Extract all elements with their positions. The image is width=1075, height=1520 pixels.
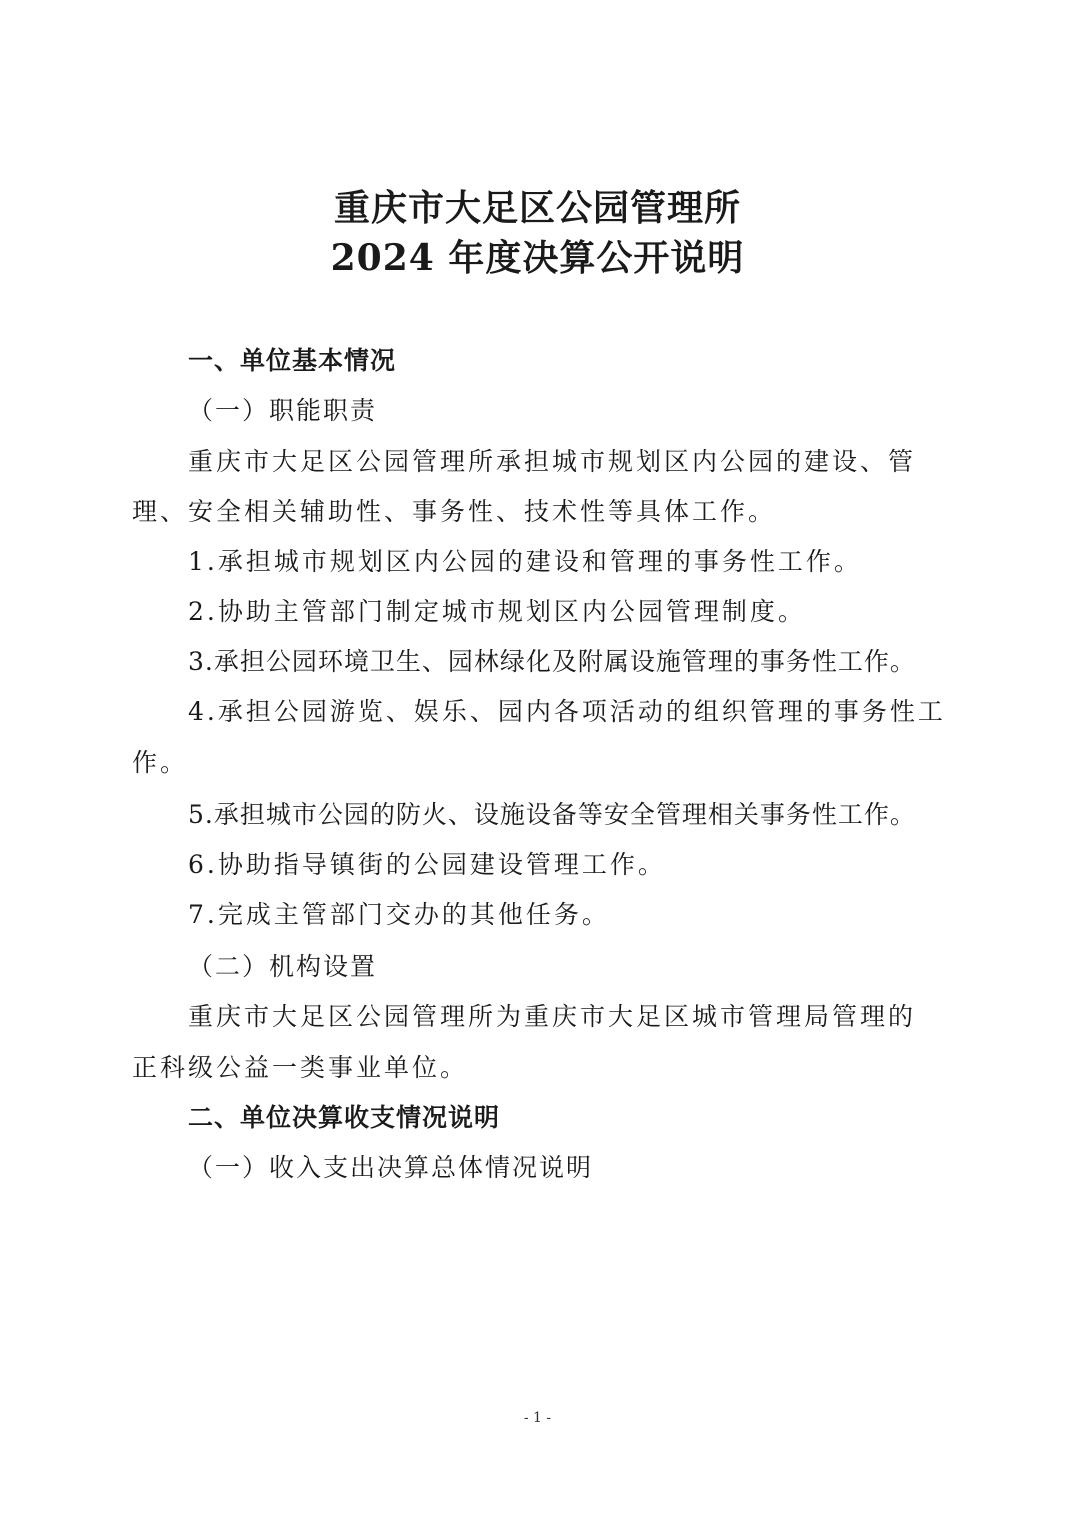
duty-item-6: 6.协助指导镇街的公园建设管理工作。 xyxy=(188,850,666,879)
section2-sub1-heading: （一）收入支出决算总体情况说明 xyxy=(188,1153,594,1182)
section1-sub1-paragraph-line1: 重庆市大足区公园管理所承担城市规划区内公园的建设、管 xyxy=(188,447,917,476)
duty-item-7: 7.完成主管部门交办的其他任务。 xyxy=(188,900,610,929)
section1-sub2-heading: （二）机构设置 xyxy=(188,952,378,981)
section1-sub2-paragraph-line1: 重庆市大足区公园管理所为重庆市大足区城市管理局管理的 xyxy=(188,1002,917,1031)
duty-item-3: 3.承担公园环境卫生、园林绿化及附属设施管理的事务性工作。 xyxy=(188,647,916,676)
section1-heading: 一、单位基本情况 xyxy=(188,346,397,375)
section1-sub1-paragraph-line2: 理、安全相关辅助性、事务性、技术性等具体工作。 xyxy=(132,497,777,526)
section1-sub1-heading: （一）职能职责 xyxy=(188,396,378,425)
section1-sub2-paragraph-line2: 正科级公益一类事业单位。 xyxy=(132,1053,469,1082)
duty-item-4-continuation: 作。 xyxy=(132,748,189,777)
page-number: - 1 - xyxy=(523,1410,552,1426)
duty-item-5: 5.承担城市公园的防火、设施设备等安全管理相关事务性工作。 xyxy=(188,800,916,829)
document-title-line1: 重庆市大足区公园管理所 xyxy=(333,187,741,229)
duty-item-1: 1.承担城市规划区内公园的建设和管理的事务性工作。 xyxy=(188,547,862,576)
document-title-line2: 2024 年度决算公开说明 xyxy=(330,237,745,279)
duty-item-2: 2.协助主管部门制定城市规划区内公园管理制度。 xyxy=(188,597,806,626)
section2-heading: 二、单位决算收支情况说明 xyxy=(188,1103,501,1132)
duty-item-4: 4.承担公园游览、娱乐、园内各项活动的组织管理的事务性工 xyxy=(188,697,946,726)
